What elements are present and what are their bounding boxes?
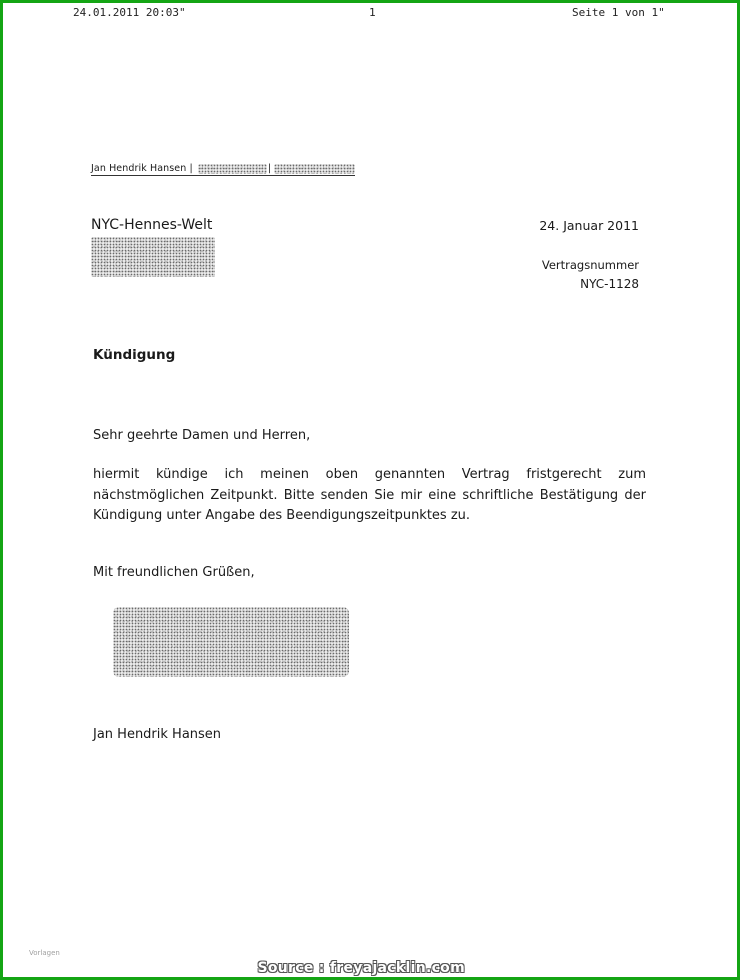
- redacted-sender-street: [198, 164, 267, 174]
- letter-body: hiermit kündige ich meinen oben genannten Vertrag fristgerecht zum nächstmöglichen Zeitpunkt. Bitte senden Sie mir eine schriftliche Bestätigung der Kündigung unter Angabe des Beendigungszeitpunktes zu.: [93, 467, 646, 523]
- footer-label: Vorlagen: [29, 949, 60, 957]
- letter-date: 24. Januar 2011: [539, 218, 639, 233]
- contract-number: NYC-1128: [580, 277, 639, 291]
- letter-closing: Mit freundlichen Grüßen,: [93, 565, 255, 580]
- sender-separator-2: |: [268, 163, 272, 174]
- redacted-recipient-address: [91, 237, 215, 277]
- letter-subject: Kündigung: [93, 347, 176, 363]
- sender-address-line: [91, 163, 193, 174]
- signature-name: Jan Hendrik Hansen: [93, 727, 222, 742]
- header-timestamp: 24.01.2011 20:03": [73, 6, 186, 19]
- sender-separator-1: |: [189, 163, 193, 174]
- sender-name: Jan Hendrik Hansen: [91, 163, 187, 174]
- source-watermark: Source : freyajacklin.com: [257, 960, 465, 976]
- letter-salutation: Sehr geehrte Damen und Herren,: [93, 428, 311, 443]
- redacted-sender-city: [274, 164, 355, 174]
- header-page-of: Seite 1 von 1": [572, 6, 665, 19]
- recipient-name: NYC-Hennes-Welt: [91, 217, 213, 233]
- redacted-signature: [113, 607, 349, 677]
- sender-underline: [91, 175, 355, 176]
- contract-label: Vertragsnummer: [541, 258, 639, 272]
- header-page-number: 1: [369, 6, 376, 19]
